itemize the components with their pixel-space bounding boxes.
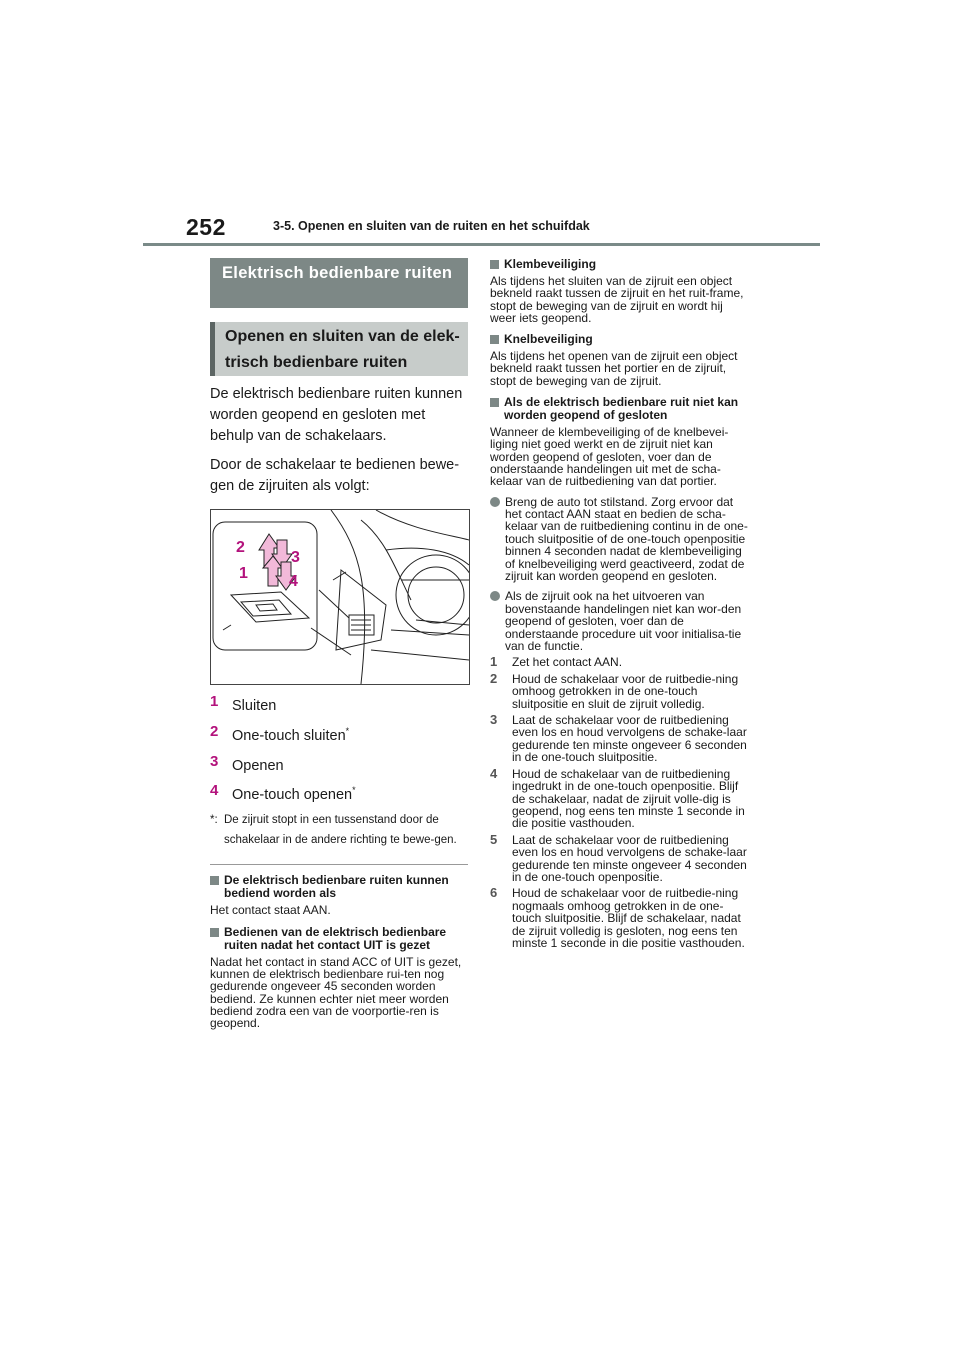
footnote bbox=[210, 810, 468, 850]
bullet-item: Als de zijruit ook na het uitvoeren van bovenstaande handelingen niet kan wor-den geopend of gesloten, voer dan de onderstaande procedure uit voor initialisa-tie van de functie. bbox=[490, 590, 752, 652]
info-heading: Knelbeveiliging bbox=[490, 333, 752, 346]
step-text: Laat de schakelaar voor de ruitbediening even los en houd vervolgens de schake-laar gedurende ten minste ongeveer 6 seconden in de one-touch sluitpositie. bbox=[512, 713, 747, 765]
square-bullet-icon bbox=[210, 928, 219, 937]
step-number: 4 bbox=[490, 765, 498, 781]
bullet-item: Breng de auto tot stilstand. Zorg ervoor dat het contact AAN staat en bedien de scha-kelaar van de ruitbediening continu in de one-touch sluitpositie of de one-touch openpositie binnen 4 seconden nadat de klembeveiliging of knelbeveiliging werd geactiveerd, zodat de zijruit kan worden geopend en gesloten. bbox=[490, 496, 752, 583]
step-text: Houd de schakelaar voor de ruitbedie-ning nogmaals omhoog getrokken in de one-touch sluitpositie. Blijf de schakelaar, nadat de zijruit volledig is gesloten, nog eens ten minste 1 seconde in die positie vasthouden. bbox=[512, 886, 745, 950]
square-bullet-icon bbox=[490, 398, 499, 407]
left-column bbox=[210, 258, 468, 1029]
legend-number: 3 bbox=[210, 752, 219, 770]
legend-item bbox=[210, 693, 468, 715]
intro-paragraph-2: Door de schakelaar te bedienen bewe-gen de zijruiten als volgt: bbox=[210, 457, 460, 494]
legend-number: 2 bbox=[210, 722, 219, 740]
legend-item: 2 One-touch sluiten* bbox=[210, 722, 350, 744]
right-column bbox=[490, 258, 752, 949]
legend-item bbox=[210, 753, 468, 775]
procedure-step bbox=[490, 714, 752, 764]
info-heading: Bedienen van de elektrisch bedienbare ruiten nadat het contact UIT is gezet bbox=[210, 926, 468, 952]
info-paragraph: Als tijdens het openen van de zijruit een object bekneld raakt tussen het portier en de zijruit, stopt de beweging van de zijruit. bbox=[490, 349, 738, 388]
procedure-step bbox=[490, 887, 752, 949]
procedure-step bbox=[490, 670, 752, 711]
page-header bbox=[0, 0, 960, 250]
footnote-text: De zijruit stopt in een tussenstand door de schakelaar in de andere richting te bewe-gen. bbox=[224, 814, 457, 847]
window-switch-illustration bbox=[210, 509, 470, 685]
procedure-step bbox=[490, 656, 752, 668]
legend-label: One-touch openen bbox=[232, 787, 353, 804]
info-heading: De elektrisch bedienbare ruiten kunnen bediend worden als bbox=[210, 874, 468, 900]
procedure-step bbox=[490, 765, 752, 831]
circle-bullet-icon bbox=[490, 591, 500, 601]
step-text: Houd de schakelaar van de ruitbediening ingedrukt in de one-touch openpositie. Blijf de schakelaar, nadat de zijruit volle-dig is geopend, nog eens ten minste 1 seconde in die positie vasthouden. bbox=[512, 766, 745, 831]
legend-item: 4 One-touch openen* bbox=[210, 782, 356, 804]
divider bbox=[210, 864, 468, 865]
intro-paragraph-1: De elektrisch bedienbare ruiten kunnen worden geopend en gesloten met behulp van de schakelaars. bbox=[210, 386, 463, 444]
legend-label: Openen bbox=[232, 757, 284, 774]
callout-2: 2 bbox=[236, 539, 245, 556]
step-text: Laat de schakelaar voor de ruitbediening even los en houd vervolgens de schake-laar gedurende ten minste ongeveer 4 seconden in de one-touch openpositie. bbox=[512, 832, 747, 884]
footnote-mark: *: bbox=[210, 814, 218, 827]
legend-number: 4 bbox=[210, 782, 219, 800]
callout-4: 4 bbox=[289, 573, 298, 590]
procedure-step bbox=[490, 831, 752, 884]
step-text: Zet het contact AAN. bbox=[512, 655, 623, 670]
circle-bullet-icon bbox=[490, 497, 500, 507]
subsection-title: Openen en sluiten van de elek-trisch bedienbare ruiten bbox=[210, 322, 468, 376]
legend-number: 1 bbox=[210, 693, 219, 710]
step-number: 2 bbox=[490, 670, 498, 686]
legend-label: Sluiten bbox=[232, 697, 277, 714]
header-rule bbox=[143, 243, 820, 246]
info-paragraph: Het contact staat AAN. bbox=[210, 903, 331, 918]
step-number: 3 bbox=[490, 712, 498, 728]
step-text: Houd de schakelaar voor de ruitbedie-ning omhoog getrokken in de one-touch sluitpositie en sluit de zijruit volledig. bbox=[512, 671, 739, 711]
info-paragraph: Wanneer de klembeveiliging of de knelbevei-liging niet goed werkt en de zijruit niet kan worden geopend of gesloten, voer dan de onderstaande handelingen uit met de scha-kelaar van de ruitbediening van dat portier. bbox=[490, 425, 729, 489]
info-heading: Als de elektrisch bedienbare ruit niet kan worden geopend of gesloten bbox=[490, 396, 752, 422]
square-bullet-icon bbox=[490, 260, 499, 269]
callout-1: 1 bbox=[239, 565, 248, 582]
info-paragraph: Nadat het contact in stand ACC of UIT is gezet, kunnen de elektrisch bedienbare rui-ten nog gedurende ongeveer 45 seconden worden bediend. Ze kunnen echter niet meer worden bediend zodra een van de voorportie-ren is geopend. bbox=[210, 954, 462, 1031]
step-number: 1 bbox=[490, 654, 498, 670]
chapter-title: 3-5. Openen en sluiten van de ruiten en het schuifdak bbox=[273, 219, 590, 233]
square-bullet-icon bbox=[210, 876, 219, 885]
info-heading: Klembeveiliging bbox=[490, 258, 752, 271]
square-bullet-icon bbox=[490, 335, 499, 344]
section-title: Elektrisch bedienbare ruiten bbox=[210, 258, 468, 308]
info-paragraph: Als tijdens het sluiten van de zijruit een object bekneld raakt tussen de zijruit en het ruit-frame, stopt de beweging van de zijruit en wordt hij weer iets geopend. bbox=[490, 274, 744, 325]
callout-3: 3 bbox=[291, 549, 300, 566]
page-number: 252 bbox=[186, 214, 226, 240]
step-number: 5 bbox=[490, 831, 498, 847]
legend-label: One-touch sluiten bbox=[232, 727, 346, 744]
window-switch-drawing bbox=[211, 510, 469, 684]
legend-list bbox=[210, 693, 468, 804]
step-number: 6 bbox=[490, 885, 498, 901]
